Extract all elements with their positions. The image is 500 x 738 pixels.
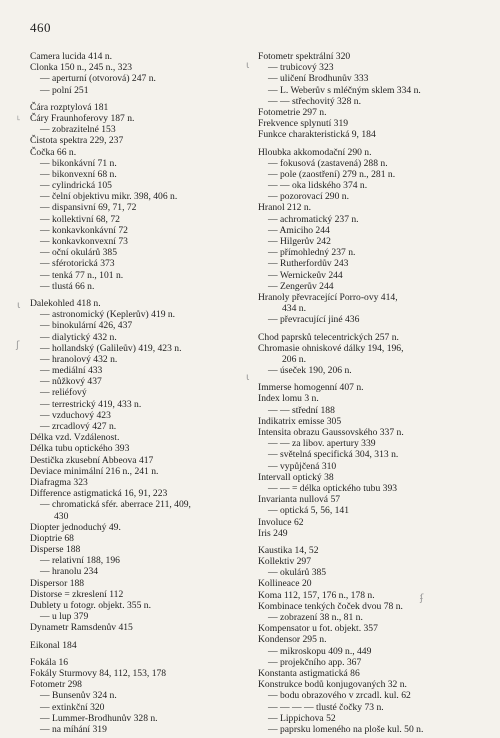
index-entry: — pozorovací 290 n. <box>268 191 349 203</box>
index-entry: — terrestrický 419, 433 n. <box>40 398 142 410</box>
index-entry: — Wernickeův 244 <box>268 269 343 281</box>
index-entry: Kompensator u fot. objekt. 357 <box>258 623 378 635</box>
index-entry: — zobrazení 38 n., 81 n. <box>268 612 363 623</box>
index-entry: Distorse = zkreslení 112 <box>30 588 124 600</box>
index-entry: 206 n. <box>282 353 306 365</box>
index-entry: Immerse homogenní 407 n. <box>258 382 364 394</box>
index-entry: Čára rozptylová 181 <box>30 101 109 113</box>
index-entry: Fotometr spektrální 320 <box>258 51 351 62</box>
index-entry: Involuce 62 <box>258 516 304 528</box>
index-entry: — kollektivní 68, 72 <box>40 213 120 225</box>
index-entry: — extinkční 320 <box>40 701 105 713</box>
index-entry: Kondensor 295 n. <box>258 634 327 646</box>
index-entry: Iris 249 <box>258 527 288 539</box>
index-entry: — hranolu 234 <box>40 566 99 578</box>
index-entry: Chod paprsků telecentrických 257 n. <box>258 331 399 343</box>
index-column-left <box>30 51 248 735</box>
index-entry: — mediální 433 <box>40 365 103 377</box>
index-entry: — vypůjčená 310 <box>268 460 337 472</box>
index-entry: — polní 251 <box>40 84 89 96</box>
index-entry: — úseček 190, 206 n. <box>268 365 352 377</box>
index-entry: — L. Weberův s mléčným sklem 334 n. <box>268 84 421 96</box>
pencil-mark: ʃ <box>16 340 20 351</box>
index-entry: — zobrazitelné 153 <box>40 124 116 136</box>
index-entry: Fotometr 298 <box>30 679 82 691</box>
index-entry: — hollandský (Galileův) 419, 423 n. <box>40 342 182 354</box>
index-entry: — — střední 188 <box>268 404 335 416</box>
index-entry: Délka tubu optického 393 <box>30 443 130 455</box>
index-entry: Camera lucida 414 n. <box>30 51 113 62</box>
page-number: 460 <box>30 20 51 35</box>
index-entry: — Lippichova 52 <box>268 712 336 724</box>
index-entry: Hranol 212 n. <box>258 202 312 214</box>
index-column-right <box>258 51 484 735</box>
index-entry: Deviace minimální 216 n., 241 n. <box>30 465 159 477</box>
index-entry: — achromatický 237 n. <box>268 213 359 225</box>
index-entry: — bikonvexní 68 n. <box>40 168 117 180</box>
index-entry: — oční okulárů 385 <box>40 247 118 259</box>
index-entry: Disperse 188 <box>30 544 81 556</box>
index-entry: Koma 112, 157, 176 n., 178 n. <box>258 589 375 601</box>
index-entry: — cylindrická 105 <box>40 180 112 192</box>
index-entry: Intensita obrazu Gaussovského 337 n. <box>258 427 404 438</box>
index-entry: Fokála 16 <box>30 656 69 668</box>
index-entry: Index lomu 3 n. <box>258 393 319 405</box>
index-entry: Hloubka akkomodační 290 n. <box>258 146 372 158</box>
index-entry: Čáry Fraunhoferovy 187 n. <box>30 112 135 124</box>
index-entry: — Amiciho 244 <box>268 224 330 236</box>
index-entry: Délka vzd. Vzdálenost. <box>30 432 120 444</box>
index-entry: — sférotorická 373 <box>40 258 115 270</box>
index-entry: — pole (zaostření) 279 n., 281 n. <box>268 168 396 180</box>
index-entry: — tlustá 66 n. <box>40 280 95 292</box>
index-entry: — projekčního app. 367 <box>268 656 362 668</box>
index-entry: — bodu obrazového v zrcadl. kul. 62 <box>268 690 411 702</box>
index-entry: Konstanta astigmatická 86 <box>258 667 360 679</box>
index-entry: — hranolový 432 n. <box>40 353 118 365</box>
index-entry: Diafragma 323 <box>30 476 88 488</box>
index-entry: — — oka lidského 374 n. <box>268 180 368 192</box>
index-entry: Difference astigmatická 16, 91, 223 <box>30 488 168 500</box>
index-entry: Invarianta nullová 57 <box>258 494 341 506</box>
index-entry: Intervall optický 38 <box>258 471 334 483</box>
index-entry: Hranoly převracející Porro-ovy 414, <box>258 291 398 303</box>
index-entry: — konkavkonvexní 73 <box>40 236 128 247</box>
index-entry: Dispersor 188 <box>30 577 85 589</box>
index-entry: Eikonal 184 <box>30 639 77 651</box>
index-entry: Čistota spektra 229, 237 <box>30 135 124 147</box>
index-entry: — dialytický 432 n. <box>40 331 117 343</box>
index-entry: Fokály Sturmovy 84, 112, 153, 178 <box>30 667 167 679</box>
index-entry: — mikroskopu 409 n., 449 <box>268 645 372 657</box>
index-entry: — paprsku lomeného na ploše kul. 50 n. <box>268 723 424 735</box>
index-entry: — čelní objektivu mikr. 398, 406 n. <box>40 191 178 203</box>
index-entry: — Hilgerův 242 <box>268 236 331 247</box>
index-entry: Kollineace 20 <box>258 578 312 590</box>
index-entry: — trubicový 323 <box>268 62 334 74</box>
index-entry: — — za libov. apertury 339 <box>268 438 376 450</box>
index-entry: Kombinace tenkých čoček dvou 78 n. <box>258 600 403 612</box>
index-entry: Dublety u fotogr. objekt. 355 n. <box>30 600 151 611</box>
index-entry: 434 n. <box>282 303 306 315</box>
index-entry: — uličení Brodhunův 333 <box>268 73 369 85</box>
index-entry: — přímohledný 237 n. <box>268 247 356 259</box>
index-entry: Destička zkusební Abbeova 417 <box>30 454 154 466</box>
index-entry: Dalekohled 418 n. <box>30 297 101 309</box>
index-entry: — binokulární 426, 437 <box>40 320 133 332</box>
index-entry: — aperturní (otvorová) 247 n. <box>40 73 156 85</box>
index-entry: — bikonkávní 71 n. <box>40 157 117 169</box>
index-entry: — — střechovitý 328 n. <box>268 95 361 107</box>
index-entry: — tenká 77 n., 101 n. <box>40 269 124 281</box>
index-entry: Kollektiv 297 <box>258 556 312 568</box>
index-entry: Kaustika 14, 52 <box>258 544 319 556</box>
index-entry: Čočka 66 n. <box>30 146 77 158</box>
index-entry: — konkavkonkávní 72 <box>40 224 128 236</box>
index-entry: — fokusová (zastavená) 288 n. <box>268 157 388 169</box>
index-entry: Funkce charakteristická 9, 184 <box>258 129 376 141</box>
pencil-mark: ι <box>246 60 250 71</box>
index-entry: — Zengerův 244 <box>268 280 334 292</box>
index-entry: — Bunsenův 324 n. <box>40 690 117 702</box>
pencil-mark: ˪ <box>17 112 21 123</box>
index-entry: — — = délka optického tubu 393 <box>268 482 398 494</box>
index-entry: — reliéfový <box>40 387 87 399</box>
index-entry: — chromatická sfér. aberrace 211, 409, <box>40 499 191 511</box>
index-entry: — převracující jiné 436 <box>268 314 360 326</box>
index-entry: Clonka 150 n., 245 n., 323 <box>30 62 133 74</box>
index-entry: — — — — tlusté čočky 73 n. <box>268 701 384 713</box>
index-entry: 430 <box>54 510 69 522</box>
index-entry: Diopter jednoduchý 49. <box>30 521 121 533</box>
index-entry: — okulárů 385 <box>268 567 327 579</box>
index-entry: Dioptrie 68 <box>30 532 74 544</box>
index-entry: — optická 5, 56, 141 <box>268 505 350 517</box>
index-entry: Fotometrie 297 n. <box>258 106 327 118</box>
index-entry: — na míhání 319 <box>40 723 107 735</box>
pencil-mark: ι <box>246 372 250 383</box>
index-entry: Frekvence splynutí 319 <box>258 118 349 130</box>
index-entry: Chromasie ohniskové dálky 194, 196, <box>258 342 404 354</box>
index-entry: Indikatrix emisse 305 <box>258 415 342 427</box>
index-entry: Konstrukce bodů konjugovaných 32 n. <box>258 679 407 691</box>
index-entry: — relativní 188, 196 <box>40 555 120 567</box>
index-entry: — světelná specifická 304, 313 n. <box>268 449 399 461</box>
index-entry: — Lummer-Brodhunův 328 n. <box>40 712 158 724</box>
index-entry: — Rutherfordův 243 <box>268 258 349 270</box>
index-entry: — nůžkový 437 <box>40 376 102 388</box>
pencil-mark: ʄ <box>420 593 424 604</box>
index-entry: — dispansivní 69, 71, 72 <box>40 202 137 214</box>
index-entry: — zrcadlový 427 n. <box>40 421 117 432</box>
index-entry: — vzduchový 423 <box>40 409 111 421</box>
index-entry: — u lup 379 <box>40 611 89 623</box>
pencil-mark: ι <box>17 300 21 311</box>
index-entry: Dynametr Ramsdenův 415 <box>30 622 133 634</box>
index-entry: — astronomický (Keplerův) 419 n. <box>40 309 176 321</box>
